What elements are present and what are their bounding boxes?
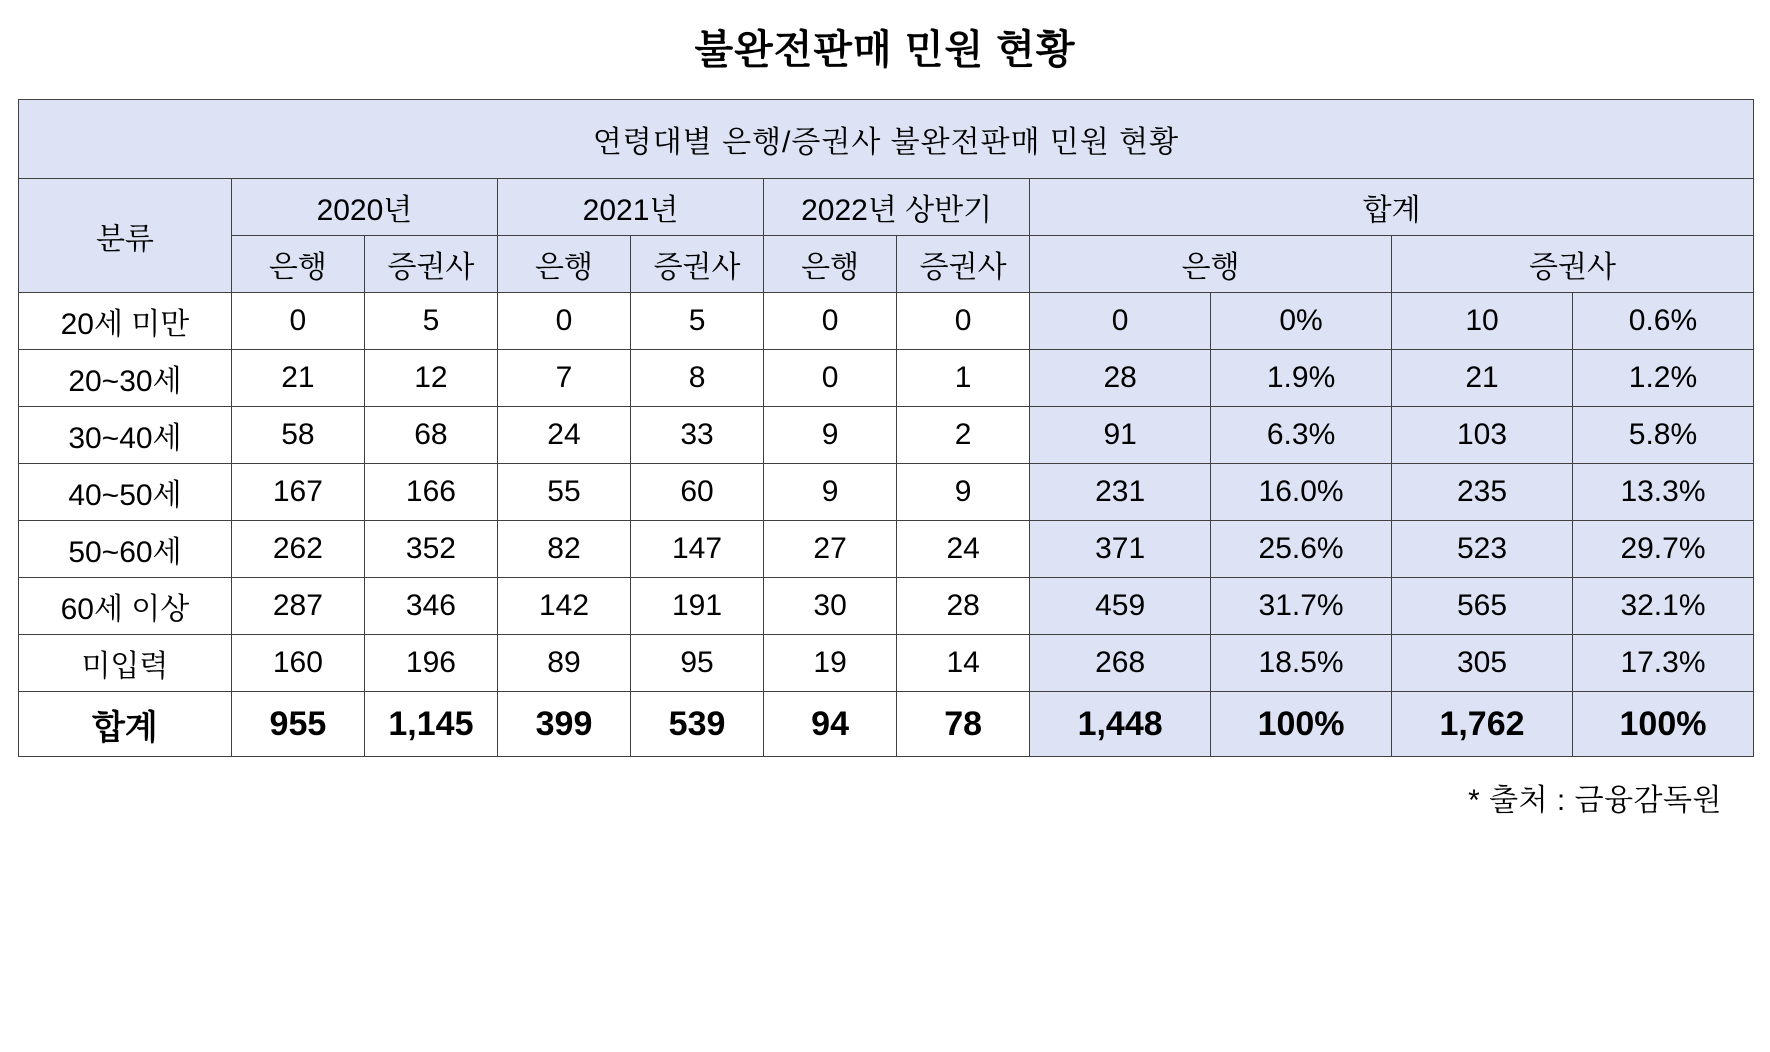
cell-2020-securities: 5 [364, 293, 497, 350]
cell-total-securities-pct: 17.3% [1572, 635, 1753, 692]
cell-2022h1-securities: 1 [897, 350, 1030, 407]
table-row [19, 350, 1754, 407]
cell-total-securities: 565 [1392, 578, 1573, 635]
cell-total-securities: 21 [1392, 350, 1573, 407]
cell-total-bank-pct: 18.5% [1211, 635, 1392, 692]
cell-total-bank: 268 [1030, 635, 1211, 692]
cell-2020-bank: 58 [231, 407, 364, 464]
cell-2022h1-securities: 14 [897, 635, 1030, 692]
row-label: 50~60세 [19, 521, 232, 578]
cell-total-securities: 523 [1392, 521, 1573, 578]
header-group-2021: 2021년 [497, 179, 763, 236]
cell-2021-bank: 24 [497, 407, 630, 464]
cell-total-securities-pct: 13.3% [1572, 464, 1753, 521]
cell-total-bank-pct: 6.3% [1211, 407, 1392, 464]
cell-total-securities-pct: 5.8% [1572, 407, 1753, 464]
cell-2021-bank: 7 [497, 350, 630, 407]
header-2021-bank: 은행 [497, 236, 630, 293]
header-group-total: 합계 [1030, 179, 1754, 236]
cell-2021-bank: 142 [497, 578, 630, 635]
header-2022h1-securities: 증권사 [897, 236, 1030, 293]
table-caption: 연령대별 은행/증권사 불완전판매 민원 현황 [19, 100, 1754, 179]
header-group-row [19, 179, 1754, 236]
cell-2020-securities: 12 [364, 350, 497, 407]
cell-total-bank: 91 [1030, 407, 1211, 464]
cell-total-bank: 231 [1030, 464, 1211, 521]
page-title: 불완전판매 민원 현황 [694, 28, 1076, 72]
total-2022h1-bank: 94 [764, 692, 897, 757]
cell-2022h1-bank: 9 [764, 407, 897, 464]
table-row [19, 635, 1754, 692]
total-2022h1-securities: 78 [897, 692, 1030, 757]
cell-2020-bank: 287 [231, 578, 364, 635]
cell-total-bank-pct: 31.7% [1211, 578, 1392, 635]
header-2021-securities: 증권사 [631, 236, 764, 293]
row-label: 60세 이상 [19, 578, 232, 635]
cell-total-bank: 459 [1030, 578, 1211, 635]
header-total-securities: 증권사 [1392, 236, 1754, 293]
cell-2020-securities: 196 [364, 635, 497, 692]
cell-2022h1-securities: 0 [897, 293, 1030, 350]
cell-2020-securities: 346 [364, 578, 497, 635]
table-row [19, 464, 1754, 521]
row-label: 40~50세 [19, 464, 232, 521]
total-all-securities-pct: 100% [1572, 692, 1753, 757]
cell-2022h1-bank: 0 [764, 293, 897, 350]
cell-2020-securities: 68 [364, 407, 497, 464]
cell-total-bank-pct: 1.9% [1211, 350, 1392, 407]
table-row [19, 521, 1754, 578]
cell-2022h1-bank: 30 [764, 578, 897, 635]
cell-total-securities: 103 [1392, 407, 1573, 464]
row-label: 20~30세 [19, 350, 232, 407]
table-total-row [19, 692, 1754, 757]
header-total-bank: 은행 [1030, 236, 1392, 293]
header-category: 분류 [19, 179, 232, 293]
complaints-table [18, 99, 1754, 757]
cell-total-securities-pct: 29.7% [1572, 521, 1753, 578]
row-label: 20세 미만 [19, 293, 232, 350]
cell-2021-securities: 33 [631, 407, 764, 464]
cell-2021-securities: 8 [631, 350, 764, 407]
cell-2021-securities: 5 [631, 293, 764, 350]
total-2021-bank: 399 [497, 692, 630, 757]
cell-total-securities-pct: 32.1% [1572, 578, 1753, 635]
header-group-2022h1: 2022년 상반기 [764, 179, 1030, 236]
total-all-bank: 1,448 [1030, 692, 1211, 757]
total-2020-securities: 1,145 [364, 692, 497, 757]
table-row [19, 293, 1754, 350]
cell-2021-bank: 82 [497, 521, 630, 578]
table-row [19, 578, 1754, 635]
row-label-total: 합계 [19, 692, 232, 757]
header-group-2020: 2020년 [231, 179, 497, 236]
header-2022h1-bank: 은행 [764, 236, 897, 293]
cell-2020-bank: 0 [231, 293, 364, 350]
cell-total-bank-pct: 25.6% [1211, 521, 1392, 578]
cell-2021-securities: 191 [631, 578, 764, 635]
cell-2020-securities: 352 [364, 521, 497, 578]
cell-2022h1-bank: 19 [764, 635, 897, 692]
cell-2020-bank: 21 [231, 350, 364, 407]
cell-2021-bank: 89 [497, 635, 630, 692]
cell-2020-bank: 262 [231, 521, 364, 578]
cell-2021-securities: 60 [631, 464, 764, 521]
total-2020-bank: 955 [231, 692, 364, 757]
cell-total-bank: 371 [1030, 521, 1211, 578]
source-note: * 출처 : 금융감독원 [1468, 784, 1722, 817]
cell-2022h1-securities: 28 [897, 578, 1030, 635]
cell-total-bank-pct: 16.0% [1211, 464, 1392, 521]
cell-total-securities-pct: 0.6% [1572, 293, 1753, 350]
row-label: 미입력 [19, 635, 232, 692]
header-2020-securities: 증권사 [364, 236, 497, 293]
total-2021-securities: 539 [631, 692, 764, 757]
total-all-bank-pct: 100% [1211, 692, 1392, 757]
cell-2022h1-securities: 9 [897, 464, 1030, 521]
cell-2020-securities: 166 [364, 464, 497, 521]
table-row [19, 407, 1754, 464]
cell-2021-securities: 95 [631, 635, 764, 692]
cell-total-securities-pct: 1.2% [1572, 350, 1753, 407]
header-sub-row [19, 236, 1754, 293]
row-label: 30~40세 [19, 407, 232, 464]
cell-total-bank: 28 [1030, 350, 1211, 407]
cell-2022h1-bank: 27 [764, 521, 897, 578]
document-page [0, 18, 1770, 1052]
cell-2021-bank: 55 [497, 464, 630, 521]
cell-2021-bank: 0 [497, 293, 630, 350]
header-2020-bank: 은행 [231, 236, 364, 293]
cell-2020-bank: 167 [231, 464, 364, 521]
cell-2022h1-bank: 0 [764, 350, 897, 407]
cell-total-securities: 305 [1392, 635, 1573, 692]
cell-total-securities: 235 [1392, 464, 1573, 521]
table-caption-row [19, 100, 1754, 179]
cell-2020-bank: 160 [231, 635, 364, 692]
cell-2022h1-securities: 24 [897, 521, 1030, 578]
cell-total-bank: 0 [1030, 293, 1211, 350]
cell-2021-securities: 147 [631, 521, 764, 578]
cell-total-securities: 10 [1392, 293, 1573, 350]
cell-2022h1-securities: 2 [897, 407, 1030, 464]
cell-2022h1-bank: 9 [764, 464, 897, 521]
cell-total-bank-pct: 0% [1211, 293, 1392, 350]
total-all-securities: 1,762 [1392, 692, 1573, 757]
